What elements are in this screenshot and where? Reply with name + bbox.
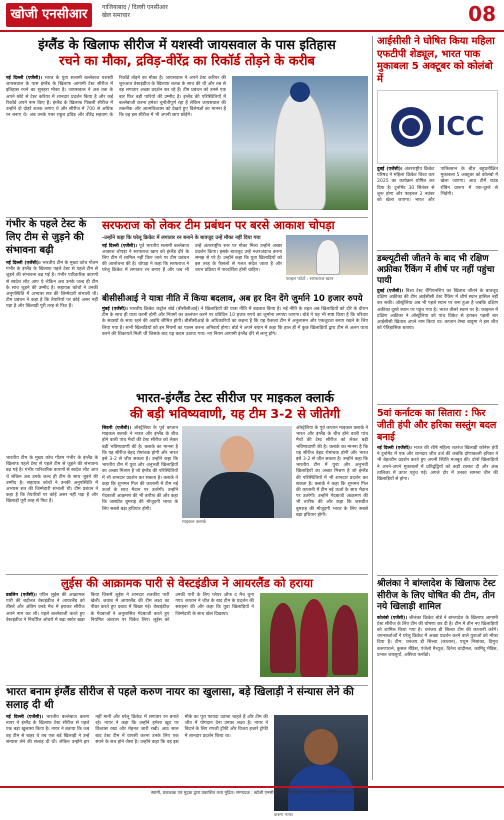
story-lewis-dateline: डबलिन (एजेंसी)। [6, 593, 37, 598]
right3-body [377, 446, 498, 572]
story-sarfaraz-textcol [102, 235, 282, 282]
sarfaraz-photo-wrap [286, 235, 368, 282]
story-lewis-text: एविन लुईस की आक्रामक पारी की बदौलत वेस्टइंडीज ने आयरलैंड को तीसरे और अंतिम वनडे मैच में हराकर सीरीज अपने नाम कर ली। पहले बल्लेबाजी करते हुए वेस्टइंडीज ने निर्धारित ओवरों में बड़ा स्कोर खड़ा किया जिसमें लुईस ने शानदार शतकीय पारी खेली। जवाब में आयरलैंड की टीम लक्ष्य का पीछा करते हुए दबाव में बिखर गई। वेस्टइंडीज के गेंदबाजों ने अनुशासित गेंदबाजी करते हुए नियमित अंतराल पर विकेट लिए। लुईस को उनकी पारी के लिए प्लेयर ऑफ द मैच चुना गया। कप्तान ने जीत के बाद टीम के प्रदर्शन की सराहना की और कहा कि युवा खिलाड़ियों ने जिम्मेदारी के साथ खेल दिखाया। [6, 593, 254, 623]
right4-body [377, 616, 498, 720]
right1-body [377, 167, 498, 247]
divider [6, 574, 368, 575]
helmet-icon [290, 82, 310, 102]
masthead [0, 0, 504, 32]
player-figure-icon [332, 605, 358, 675]
story-nair-dateline: नई दिल्ली (एजेंसी)। [6, 715, 44, 720]
icc-ring-icon [399, 115, 423, 139]
right3-text: भारत की शीर्ष महिला शतरंज खिलाड़ी कोनेरू हंपी ने टूर्नामेंट में एक और शानदार जीत दर्ज की जबकि द्रोणावल्ली हरिका ने भी बेहतरीन प्रदर्शन करते हुए अपनी स्थिति मजबूत की। दोनों खिलाड़ियों ने अपने-अपने मुकाबलों में प्रतिद्वंद्वियों को कड़ी टक्कर दी और अंक तालिका में ऊपर पहुंच गईं। अगले दौर में उनका सामना चीन की खिलाड़ियों से होगा। [377, 446, 498, 483]
right2-headline: डब्ल्यूटीसी जीतने के बाद भी रक्षिण अफ्रीका रैंकिंग में शीर्ष पर नहीं पहुंचा पायी [377, 254, 495, 286]
story-sarfaraz-dateline: नई दिल्ली (एजेंसी)। [102, 243, 138, 249]
icc-logo-text: ICC [436, 112, 485, 142]
story-clarke-headline [102, 390, 368, 422]
icc-logo-box [377, 90, 498, 164]
clarke-caption: माइकल क्लार्क [182, 520, 207, 525]
story-clarke-text-cont: ऑस्ट्रेलिया के पूर्व कप्तान माइकल क्लार्क ने भारत और इंग्लैंड के बीच होने वाली पांच मैचों की टेस्ट सीरीज को लेकर बड़ी भविष्यवाणी की है। क्लार्क का मानना है कि यह सीरीज बेहद रोमांचक होगी और भारत इसे 3-2 से जीत सकता है। उन्होंने कहा कि भारतीय टीम में युवा और अनुभवी खिलाड़ियों का अच्छा मिश्रण है जो इंग्लैंड की परिस्थितियों में भी शानदार प्रदर्शन कर सकता है। क्लार्क ने कहा कि शुभमन गिल की कप्तानी में टीम नई ऊर्जा के साथ मैदान पर उतरेगी। उन्होंने गेंदबाजी आक्रमण की भी तारीफ की और कहा कि जसप्रीत बुमराह की मौजूदगी भारत के लिए सबसे बड़ा हथियार होगी। [296, 426, 368, 518]
sarfaraz-figure-icon [316, 239, 340, 275]
divider [377, 575, 498, 576]
clarke-suit-icon [200, 472, 274, 518]
story-jaiswal-headline-line1: इंग्लैंड के खिलाफ सीरीज में यशस्वी जायसवाल के पास इतिहास [38, 38, 336, 53]
imprint-footer: स्वामी, प्रकाशक एवं मुद्रक द्वारा प्रकाशित तथा मुद्रित। सम्पादक : खोजी एनसीआर। सभी विवादों का न्याय क्षेत्र गाजियाबाद होगा। [0, 786, 504, 800]
story-sarfaraz [102, 218, 368, 290]
story-nair-wrap [6, 715, 368, 819]
story-lewis-headline: लुईस की आक्रामक पारी से वेस्टइंडीज ने आयरलैंड को हराया [61, 576, 313, 590]
clarke-photo-wrap [182, 426, 292, 564]
right4-dateline: कोलंबो (एजेंसी)। [377, 615, 407, 621]
story-clarke-text: ऑस्ट्रेलिया के पूर्व कप्तान माइकल क्लार्क ने भारत और इंग्लैंड के बीच होने वाली पांच मैचों की टेस्ट सीरीज को लेकर बड़ी भविष्यवाणी की है। क्लार्क का मानना है कि यह सीरीज बेहद रोमांचक होगी और भारत इसे 3-2 से जीत सकता है। उन्होंने कहा कि भारतीय टीम में युवा और अनुभवी खिलाड़ियों का अच्छा मिश्रण है जो इंग्लैंड की परिस्थितियों में भी शानदार प्रदर्शन कर सकता है। क्लार्क ने कहा कि शुभमन गिल की कप्तानी में टीम नई ऊर्जा के साथ मैदान पर उतरेगी। उन्होंने गेंदबाजी आक्रमण की भी तारीफ की और कहा कि जसप्रीत बुमराह की मौजूदगी भारत के लिए सबसे बड़ा हथियार होगी। [102, 426, 178, 512]
story-gambhir-body-cont [6, 456, 98, 570]
story-lewis [6, 576, 368, 680]
masthead-meta [102, 4, 168, 20]
masthead-meta-line1: गाजियाबाद / दिल्ली एनसीआर [102, 4, 168, 11]
story-gambhir-cont [6, 456, 98, 570]
side-column [372, 36, 498, 780]
clarke-photo [182, 426, 292, 518]
story-gambhir-text-cont: भारतीय टीम के मुख्य कोच गौतम गंभीर के इंग्लैंड के खिलाफ पहले टेस्ट से पहले टीम से जुड़ने की संभावना बढ़ गई है। गंभीर पारिवारिक कारणों से स्वदेश लौट आए थे लेकिन अब उनके जल्द ही टीम के साथ जुड़ने की उम्मीद है। सहायक कोचों ने उनकी अनुपस्थिति में अभ्यास सत्र की जिम्मेदारी संभाली थी। टीम प्रबंधन ने कहा है कि तैयारियों पर कोई असर नहीं पड़ा है और खिलाड़ी पूरी तरह से फिट हैं। [6, 456, 98, 505]
story-clarke-dateline: सिडनी (एजेंसी)। [102, 426, 132, 431]
right4-text: श्रीलंका क्रिकेट बोर्ड ने बांग्लादेश के खिलाफ आगामी टेस्ट सीरीज के लिए टीम की घोषणा कर दी है। टीम में तीन नए खिलाड़ियों को शामिल किया गया है। धनंजय डी सिल्वा टीम की कप्तानी करेंगे। चयनकर्ताओं ने घरेलू क्रिकेट में अच्छा प्रदर्शन करने वाले युवाओं को मौका दिया है। टीम: धनंजय डी सिल्वा (कप्तान), पथुम निसांका, दिमुथ करुणारत्ने, कुसल मेंडिस, एंजेलो मैथ्यूज, दिनेश चांदीमल, कामिंदु मेंडिस, प्रभात जयसूर्या, असिथा फर्नांडो। [377, 615, 498, 658]
icc-emblem-icon [391, 107, 431, 147]
jaiswal-photo [232, 76, 368, 210]
story-lewis-body [6, 593, 254, 677]
divider [377, 250, 498, 251]
story-gambhir-headline: गंभीर के पहले टेस्ट के लिए टीम से जुड़ने की संभावना बढ़ी [6, 219, 87, 256]
lewis-photo [260, 593, 368, 677]
story-nair-text: भारतीय बल्लेबाज करुण नायर ने इंग्लैंड के खिलाफ टेस्ट सीरीज से पहले एक बड़ा खुलासा किया है। नायर ने बताया कि जब वह टीम से बाहर थे तब एक बड़े खिलाड़ी ने उन्हें संन्यास लेने की सलाह दी थी। लेकिन उन्होंने हार नहीं मानी और घरेलू क्रिकेट में लगातार रन बनाते रहे। नायर ने कहा कि उन्होंने हमेशा खुद पर विश्वास रखा और मेहनत जारी रखी। आठ साल बाद टेस्ट टीम में वापसी करना उनके लिए एक सपने के सच होने जैसा है। उन्होंने कहा कि वह इस मौके का पूरा फायदा उठाना चाहते हैं और टीम की जीत में योगदान देना उनका लक्ष्य है। नायर ने विदर्भ के लिए रणजी ट्रॉफी और विजय हजारे ट्रॉफी में शानदार प्रदर्शन किया था। [6, 715, 268, 745]
story-bcci-text: भारतीय क्रिकेट कंट्रोल बोर्ड (बीसीसीआई) ने खिलाड़ियों की यात्रा नीति में बदलाव किया है। नई नीति के तहत अब खिलाड़ियों को दौरे के दौरान टीम के साथ ही यात्रा करनी होगी और नियमों का उल्लंघन करने पर प्रतिदिन 10 हजार रुपये का जुर्माना लगाया जाएगा। बोर्ड ने यह भी स्पष्ट किया है कि परिवार के सदस्यों के साथ रहने की अवधि सीमित होगी। बीसीसीआई के अधिकारियों का कहना है कि यह फैसला टीम में अनुशासन और एकजुटता बनाए रखने के लिए लिया गया है। सभी खिलाड़ियों को इन नियमों का पालन करना अनिवार्य होगा। बोर्ड ने अपने बयान में कहा कि हाल ही में कुछ खिलाड़ियों द्वारा टीम से अलग यात्रा करने की शिकायतें मिली थीं जिसके बाद यह कदम उठाया गया। नए नियम आगामी इंग्लैंड दौरे से लागू होंगे। [102, 307, 368, 337]
story-clarke-body-b [296, 426, 368, 564]
player-figure-icon [300, 599, 328, 677]
story-jaiswal-body [6, 76, 226, 210]
story-jaiswal-text: भारत के युवा सलामी बल्लेबाज यशस्वी जायसवाल के पास इंग्लैंड के खिलाफ आगामी टेस्ट सीरीज में इतिहास रचने का सुनहरा मौका है। जायसवाल ने अब तक के अपने छोटे से टेस्ट करियर में शानदार प्रदर्शन किया है और कई रिकॉर्ड अपने नाम किए हैं। इंग्लैंड के खिलाफ पिछली सीरीज में उन्होंने दो दोहरे शतक लगाए थे और सीरीज में 700 से अधिक रन बनाए थे। अब उनके पास राहुल द्रविड़ और वीरेंद्र सहवाग के रिकॉर्ड तोड़ने का मौका है। जायसवाल ने अपने टेस्ट करियर की शुरुआत वेस्टइंडीज के खिलाफ शतक के साथ की थी और तब से वह लगातार अच्छा प्रदर्शन कर रहे हैं। टीम प्रबंधन को उनसे एक बार फिर बड़ी पारियों की उम्मीद है। इंग्लैंड की परिस्थितियों में बल्लेबाजी करना हमेशा चुनौतीपूर्ण रहा है लेकिन जायसवाल की तकनीक और आत्मविश्वास को देखते हुए विशेषज्ञों का मानना है कि वह इस सीरीज में भी अपनी छाप छोड़ेंगे। [6, 76, 226, 119]
player-figure-icon [270, 603, 296, 673]
story-clarke-body-a [102, 426, 178, 564]
story-gambhir-body [6, 261, 98, 451]
page-number: 08 [468, 2, 496, 26]
story-nair-body [6, 715, 268, 819]
right2-body [377, 289, 498, 401]
story-sarfaraz-wrap [102, 235, 368, 282]
nair-face-icon [304, 729, 338, 765]
jaiswal-figure-icon [274, 90, 326, 210]
story-sarfaraz-subhead: -उन्होंने कहा कि घरेलू क्रिकेट में लगातार रन बनाने के बावजूद उन्हें मौका नहीं दिया गया [102, 235, 261, 241]
story-jaiswal-headline [6, 38, 368, 70]
story-gambhir-dateline: नई दिल्ली (एजेंसी)। [6, 261, 41, 266]
divider [377, 404, 498, 405]
right3-dateline: नई दिल्ली (एजेंसी)। [377, 446, 412, 451]
story-jaiswal-headline-line2: रचने का मौका, द्रविड़-वीरेंद्र का रिकॉर्ड तोड़ने के करीब [59, 54, 315, 69]
sarfaraz-photo [286, 235, 368, 275]
story-lewis-wrap [6, 593, 368, 677]
nair-caption: करुण नायर [274, 813, 293, 818]
story-clarke-headline-line2: की बड़ी भविष्यवाणी, यह टीम 3-2 से जीतेगी [129, 406, 341, 421]
right1-headline: आईसीसी ने घोषित किया महिला एफटीपी शेड्यूल, भारत पाक मुकाबला 5 अक्टूबर को कोलंबो में [377, 36, 495, 85]
story-nair-headline: भारत बनाम इंग्लैंड सीरीज से पहले करुण नायर का खुलासा, बड़े खिलाड़ी ने संन्यास लेने की सलाह दी थी [6, 686, 354, 711]
story-jaiswal-body-wrap [6, 76, 368, 210]
right2-text: विश्व टेस्ट चैंपियनशिप का खिताब जीतने के बावजूद दक्षिण अफ्रीका की टीम आईसीसी टेस्ट रैंकिंग में शीर्ष स्थान हासिल नहीं कर सकी। ऑस्ट्रेलिया अब भी पहले स्थान पर बना हुआ है जबकि दक्षिण अफ्रीका दूसरे स्थान पर पहुंच गया है। भारत तीसरे स्थान पर है। फाइनल में दक्षिण अफ्रीका ने ऑस्ट्रेलिया को पांच विकेट से हराकर पहली बार आईसीसी खिताब अपने नाम किया था। कप्तान टेम्बा बावुमा ने इस जीत को ऐतिहासिक बताया। [377, 289, 498, 332]
story-bcci [102, 294, 368, 386]
story-sarfaraz-text: पूर्व भारतीय सलामी बल्लेबाज आकाश चोपड़ा ने सरफराज खान को इंग्लैंड दौरे के लिए टीम में शामिल नहीं किए जाने पर टीम प्रबंधन की आलोचना की है। चोपड़ा ने कहा कि सरफराज ने घरेलू क्रिकेट में लगातार रन बनाए हैं और जब भी उन्हें अंतरराष्ट्रीय स्तर पर मौका मिला उन्होंने अच्छा प्रदर्शन किया। इसके बावजूद उन्हें नजरअंदाज करना समझ से परे है। उन्होंने कहा कि युवा खिलाड़ियों को इस तरह के फैसलों से गलत संदेश जाता है और चयन प्रक्रिया में पारदर्शिता होनी चाहिए। [102, 243, 282, 274]
story-sarfaraz-body [102, 244, 282, 282]
story-gambhir-text: भारतीय टीम के मुख्य कोच गौतम गंभीर के इंग्लैंड के खिलाफ पहले टेस्ट से पहले टीम से जुड़ने की संभावना बढ़ गई है। गंभीर पारिवारिक कारणों से स्वदेश लौट आए थे लेकिन अब उनके जल्द ही टीम के साथ जुड़ने की उम्मीद है। सहायक कोचों ने उनकी अनुपस्थिति में अभ्यास सत्र की जिम्मेदारी संभाली थी। टीम प्रबंधन ने कहा है कि तैयारियों पर कोई असर नहीं पड़ा है और खिलाड़ी पूरी तरह से फिट हैं। [6, 261, 98, 310]
right3-headline: 5वां कर्नाटक का सितारा : फिर जीती हंपी और हरिका सस्तुंग बदल बनाई [377, 408, 497, 443]
nair-photo-wrap [274, 715, 368, 819]
story-clarke-headline-line1: भारत-इंग्लैंड टेस्ट सीरीज पर माइकल क्लार्क [135, 390, 335, 405]
story-bcci-body [102, 307, 368, 383]
clarke-face-icon [220, 436, 254, 474]
right2-dateline: दुबई (एजेंसी)। [377, 289, 404, 294]
masthead-meta-line2: खेल समाचार [102, 12, 130, 19]
story-bcci-headline: बीसीसीआई ने यात्रा नीति में किया बदलाव, अब हर दिन देंगे जुर्माने 10 हजार रुपये [102, 294, 363, 304]
story-clarke [102, 390, 368, 570]
story-clarke-wrap [102, 426, 368, 564]
story-bcci-dateline: मुंबई (एजेंसी)। [102, 307, 128, 312]
story-gambhir [6, 218, 98, 453]
story-sarfaraz-headline: सरफराज को लेकर टीम प्रबंधन पर बरसे आकाश चोपड़ा [102, 218, 335, 232]
right4-headline: श्रीलंका ने बांग्लादेश के खिलाफ टेस्ट सीरीज के लिए घोषित की टीम, तीन नये खिलाड़ी शामिल [377, 579, 496, 612]
sarfaraz-caption: फाइल फोटो : सरफराज खान [286, 277, 334, 282]
brand-logo: खोजी एनसीआर [6, 3, 92, 27]
story-jaiswal [6, 36, 368, 212]
right1-dateline: दुबई (एजेंसी)। [377, 167, 403, 172]
story-jaiswal-dateline: नई दिल्ली (एजेंसी)। [6, 76, 43, 81]
right1-text: अंतरराष्ट्रीय क्रिकेट परिषद ने महिला क्रिकेट विश्व कप 2025 का कार्यक्रम घोषित कर दिया है। टूर्नामेंट 30 सितंबर से शुरू होगा और फाइनल 2 नवंबर को खेला जाएगा। भारत और पाकिस्तान के बीच बहुप्रतीक्षित मुकाबला 5 अक्टूबर को कोलंबो में खेला जाएगा। आठ टीमें राउंड रॉबिन प्रारूप में एक-दूसरे से भिड़ेंगी। [377, 167, 498, 204]
